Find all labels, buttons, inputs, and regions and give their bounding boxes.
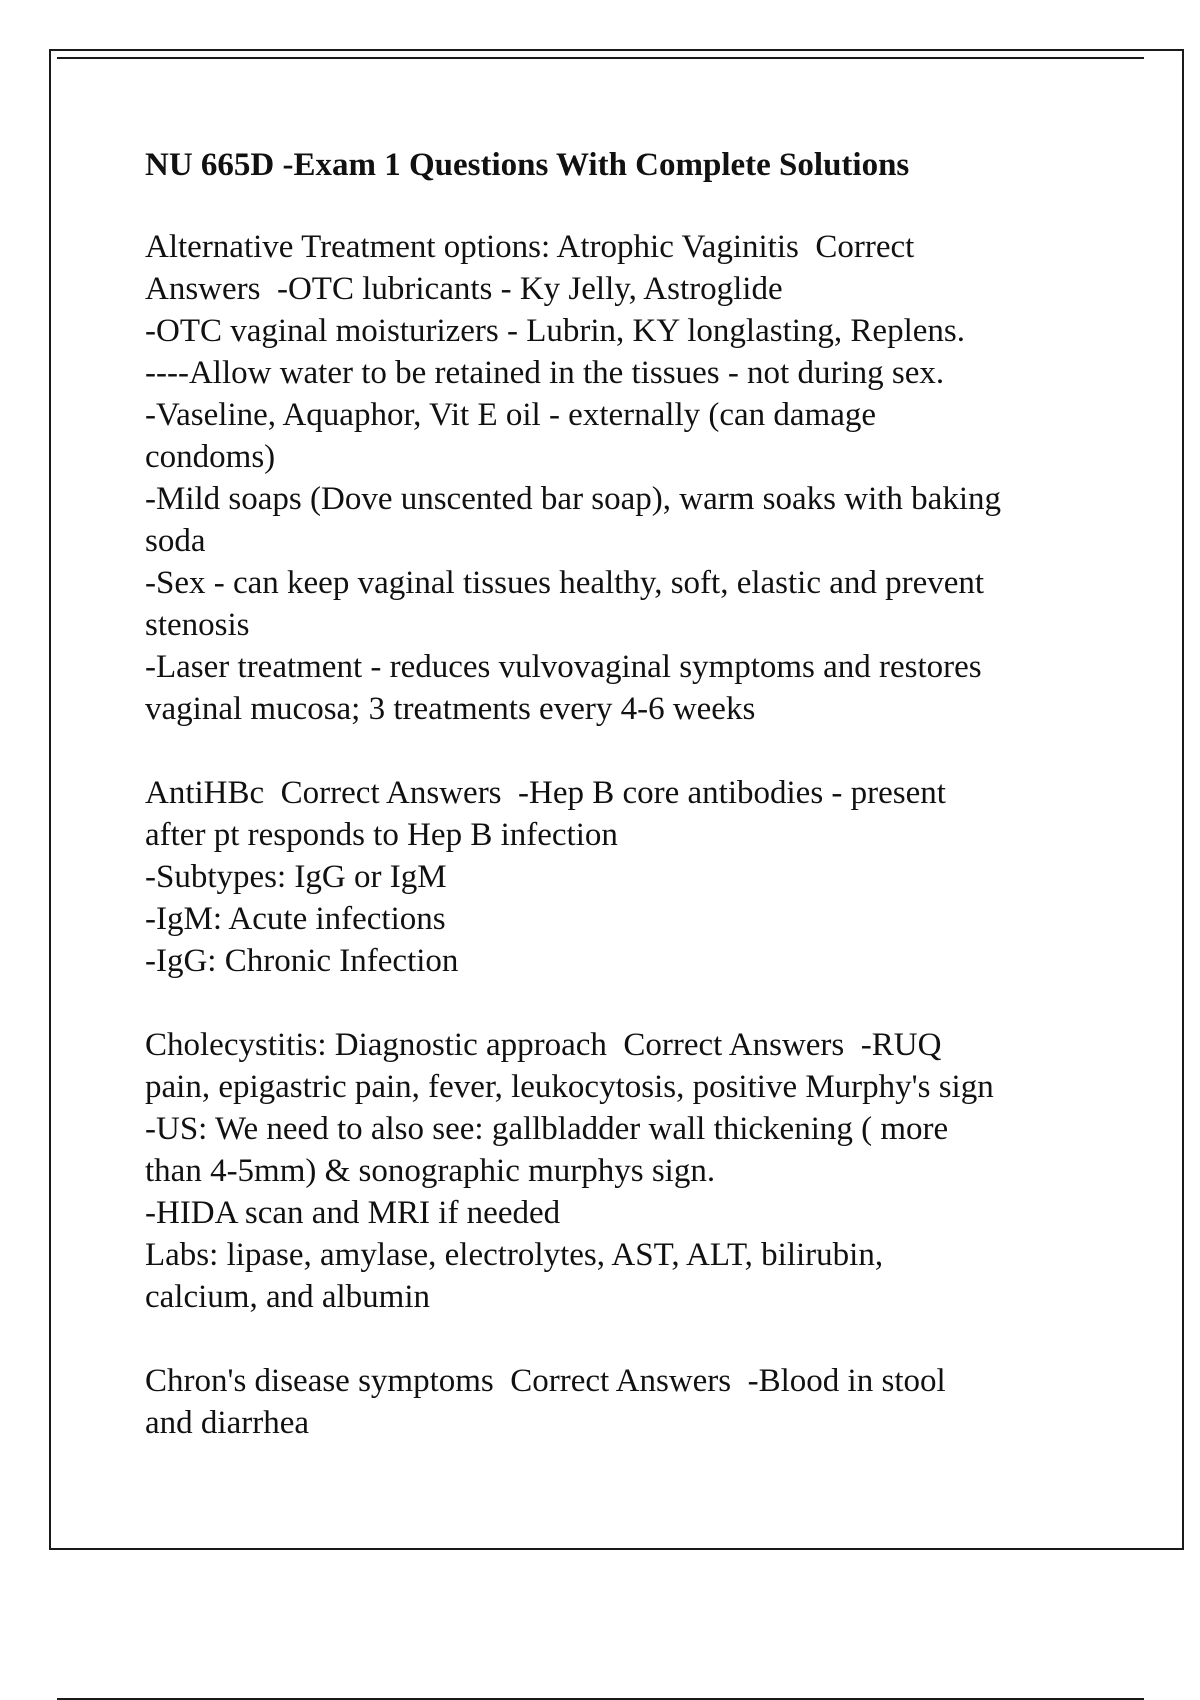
text-line: Chron's disease symptoms Correct Answers -Blood in stool <box>145 1363 946 1399</box>
text-line: -Mild soaps (Dove unscented bar soap), warm soaks with baking <box>145 481 1001 517</box>
text-line: Answers -OTC lubricants - Ky Jelly, Astroglide <box>145 271 783 307</box>
document-body <box>145 144 1105 1486</box>
text-line: soda <box>145 523 206 559</box>
text-line: Labs: lipase, amylase, electrolytes, AST, ALT, bilirubin, <box>145 1237 884 1273</box>
text-line: -Laser treatment - reduces vulvovaginal symptoms and restores <box>145 649 982 685</box>
document-title: NU 665D -Exam 1 Questions With Complete Solutions <box>145 147 910 183</box>
text-line: -Sex - can keep vaginal tissues healthy, soft, elastic and prevent <box>145 565 985 601</box>
text-line: -Vaseline, Aquaphor, Vit E oil - externally (can damage <box>145 397 877 433</box>
qa-entry-atrophic-vaginitis <box>145 226 1105 730</box>
text-line: ----Allow water to be retained in the tissues - not during sex. <box>145 355 945 391</box>
text-line: -IgM: Acute infections <box>145 901 446 937</box>
text-line: -IgG: Chronic Infection <box>145 943 459 979</box>
text-line: -Subtypes: IgG or IgM <box>145 859 447 895</box>
text-line: Cholecystitis: Diagnostic approach Correct Answers -RUQ <box>145 1027 942 1063</box>
text-line: AntiHBc Correct Answers -Hep B core antibodies - present <box>145 775 946 811</box>
qa-entry-chrons-disease <box>145 1360 1105 1444</box>
text-line: stenosis <box>145 607 250 643</box>
text-line: calcium, and albumin <box>145 1279 430 1315</box>
text-line: pain, epigastric pain, fever, leukocytosis, positive Murphy's sign <box>145 1069 994 1105</box>
text-line: Alternative Treatment options: Atrophic Vaginitis Correct <box>145 229 915 265</box>
text-line: vaginal mucosa; 3 treatments every 4-6 weeks <box>145 691 756 727</box>
qa-entry-antihbc <box>145 772 1105 982</box>
text-line: -US: We need to also see: gallbladder wall thickening ( more <box>145 1111 949 1147</box>
text-line: than 4-5mm) & sonographic murphys sign. <box>145 1153 716 1189</box>
text-line: condoms) <box>145 439 276 475</box>
top-rule <box>57 57 1144 59</box>
text-line: and diarrhea <box>145 1405 309 1441</box>
text-line: -OTC vaginal moisturizers - Lubrin, KY longlasting, Replens. <box>145 313 965 349</box>
text-line: -HIDA scan and MRI if needed <box>145 1195 561 1231</box>
text-line: after pt responds to Hep B infection <box>145 817 618 853</box>
qa-entry-cholecystitis <box>145 1024 1105 1318</box>
